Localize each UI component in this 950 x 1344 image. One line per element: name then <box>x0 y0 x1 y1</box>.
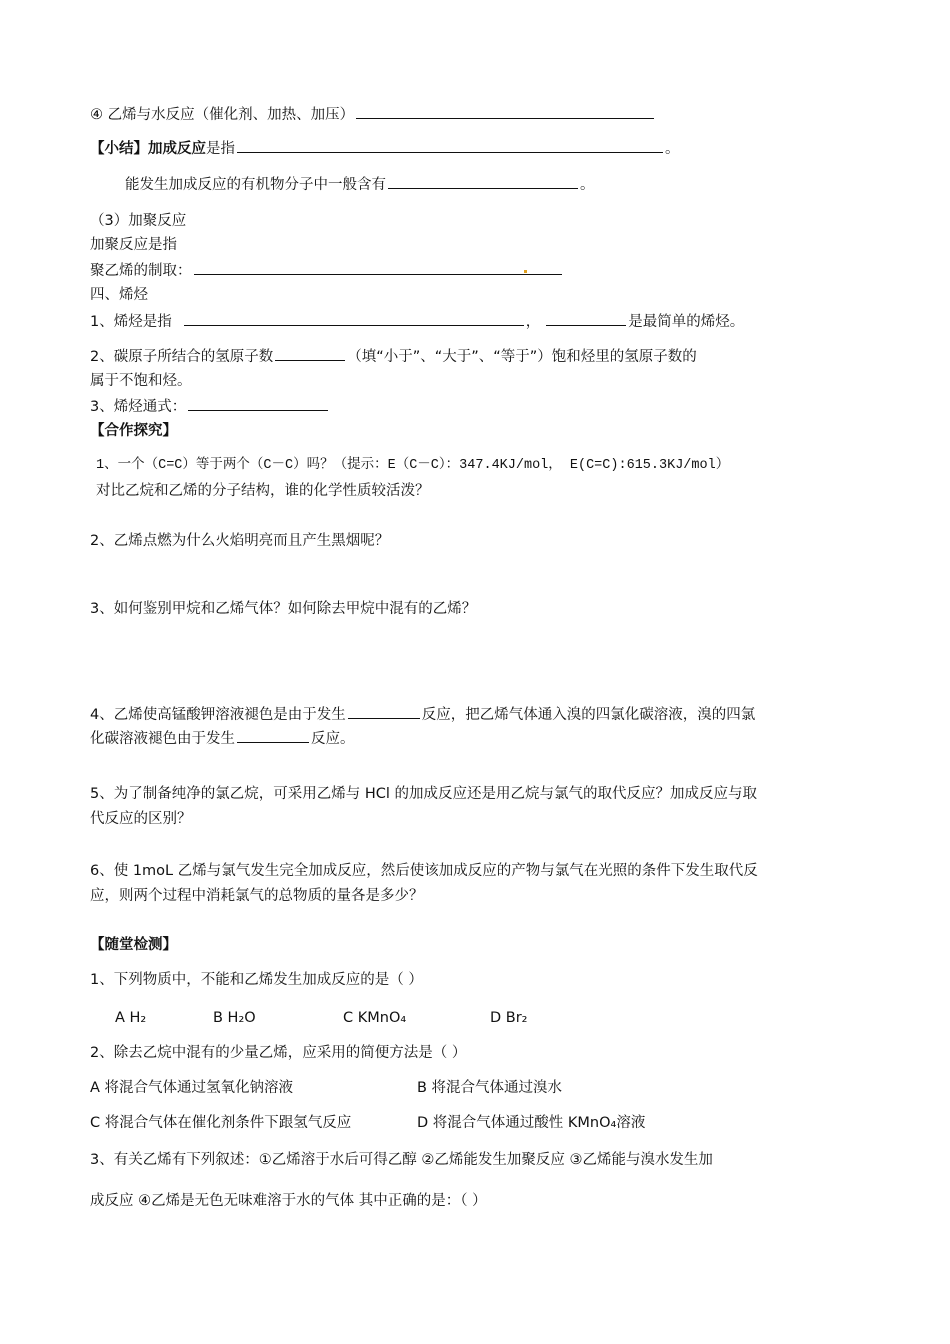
coop-q4b: 反应，把乙烯气体通入溴的四氯化碳溶液，溴的四氯 <box>421 707 756 723</box>
test-q2-option-d[interactable]: D 将混合气体通过酸性 KMnO₄溶液 <box>417 1115 646 1131</box>
coop-q4a: 4、乙烯使高锰酸钾溶液褪色是由于发生 <box>90 707 346 723</box>
answer-blank-reaction-1[interactable] <box>348 704 420 719</box>
coop-q1b: 对比乙烷和乙烯的分子结构，谁的化学性质较活泼？ <box>96 483 430 499</box>
summary-mid: 是指 <box>206 141 235 157</box>
test-q1-option-b[interactable]: B H₂O <box>213 1010 256 1026</box>
coop-q5a: 5、为了制备纯净的氯乙烷，可采用乙烯与 HCl 的加成反应还是用乙烷与氯气的取代反应？加成反应与取 <box>90 786 757 802</box>
alkene-line-1 <box>90 311 744 332</box>
alkene-l1a: 1、烯烃是指 <box>90 314 172 330</box>
coop-q4d: 反应。 <box>311 731 355 747</box>
alkene-l1b: ， <box>525 314 541 330</box>
summary-term: 加成反应 <box>148 141 206 157</box>
answer-blank-alkene-def[interactable] <box>184 311 524 326</box>
coop-q3: 3、如何鉴别甲烷和乙烯气体？如何除去甲烷中混有的乙烯？ <box>90 601 477 617</box>
answer-blank-formula[interactable] <box>188 396 328 411</box>
test-q2: 2、除去乙烷中混有的少量乙烯，应采用的简便方法是（ ） <box>90 1045 467 1061</box>
answer-blank-pe[interactable] <box>194 260 562 275</box>
test-title: 【随堂检测】 <box>90 937 177 953</box>
test-q1-option-a[interactable]: A H₂ <box>115 1010 147 1026</box>
alkene-line-3 <box>90 396 330 417</box>
coop-q1a: 1、一个（C=C）等于两个（C－C）吗？（提示：E（C－C）：347.4KJ/mol， E(C=C):615.3KJ/mol） <box>96 458 730 473</box>
answer-blank-reaction-2[interactable] <box>237 728 309 743</box>
coop-q6b: 应，则两个过程中消耗氯气的总物质的量各是多少？ <box>90 888 424 904</box>
coop-q4-line2 <box>90 728 355 749</box>
coop-q4-line1 <box>90 704 755 725</box>
pe-text: 聚乙烯的制取： <box>90 263 192 279</box>
alkene-l3: 3、烯烃通式： <box>90 399 187 415</box>
answer-blank-simplest[interactable] <box>546 311 626 326</box>
answer-blank-contain[interactable] <box>388 174 578 189</box>
alkene-l2a: 2、碳原子所结合的氢原子数 <box>90 349 274 365</box>
answer-blank-ethylene-water[interactable] <box>356 104 654 119</box>
summary-end: 。 <box>665 141 680 157</box>
contain-line <box>125 174 595 195</box>
answer-blank-hydrogen[interactable] <box>275 346 345 361</box>
test-q1: 1、下列物质中，不能和乙烯发生加成反应的是（ ） <box>90 972 423 988</box>
alkene-l2c: 属于不饱和烃。 <box>90 373 192 389</box>
contain-end: 。 <box>580 177 595 193</box>
contain-text: 能发生加成反应的有机物分子中一般含有 <box>125 177 386 193</box>
alkene-line-2 <box>90 346 697 367</box>
coop-q2: 2、乙烯点燃为什么火焰明亮而且产生黑烟呢？ <box>90 533 390 549</box>
test-q3b: 成反应 ④乙烯是无色无味难溶于水的气体 其中正确的是：（ ） <box>90 1193 487 1209</box>
coop-q5b: 代反应的区别？ <box>90 811 192 827</box>
coop-q6a: 6、使 1moL 乙烯与氯气发生完全加成反应，然后使该加成反应的产物与氯气在光照的条件下发生取代反 <box>90 863 758 879</box>
alkene-title: 四、烯烃 <box>90 287 148 303</box>
coop-title: 【合作探究】 <box>90 423 177 439</box>
test-q2-option-c[interactable]: C 将混合气体在催化剂条件下跟氢气反应 <box>90 1115 352 1131</box>
poly-def: 加聚反应是指 <box>90 237 177 253</box>
alkene-l2b: （填“小于”、“大于”、“等于”）饱和烃里的氢原子数的 <box>347 349 697 365</box>
stray-mark <box>524 270 527 273</box>
summary-tag: 【小结】 <box>90 141 148 157</box>
test-q1-option-d[interactable]: D Br₂ <box>490 1010 528 1026</box>
test-q3a: 3、有关乙烯有下列叙述：①乙烯溶于水后可得乙醇 ②乙烯能发生加聚反应 ③乙烯能与溴水发生加 <box>90 1152 713 1168</box>
alkene-l1c: 是最简单的烯烃。 <box>628 314 745 330</box>
ethylene-water-text: ④ 乙烯与水反应（催化剂、加热、加压） <box>90 107 355 123</box>
test-q1-option-c[interactable]: C KMnO₄ <box>343 1010 407 1026</box>
test-q2-option-a[interactable]: A 将混合气体通过氢氧化钠溶液 <box>90 1080 294 1096</box>
pe-line <box>90 260 527 281</box>
answer-blank-summary[interactable] <box>237 138 663 153</box>
line-ethylene-water <box>90 104 656 125</box>
summary-line <box>90 138 680 159</box>
test-q2-option-b[interactable]: B 将混合气体通过溴水 <box>417 1080 563 1096</box>
coop-q4c: 化碳溶液褪色由于发生 <box>90 731 235 747</box>
poly-title: （3）加聚反应 <box>90 213 187 229</box>
